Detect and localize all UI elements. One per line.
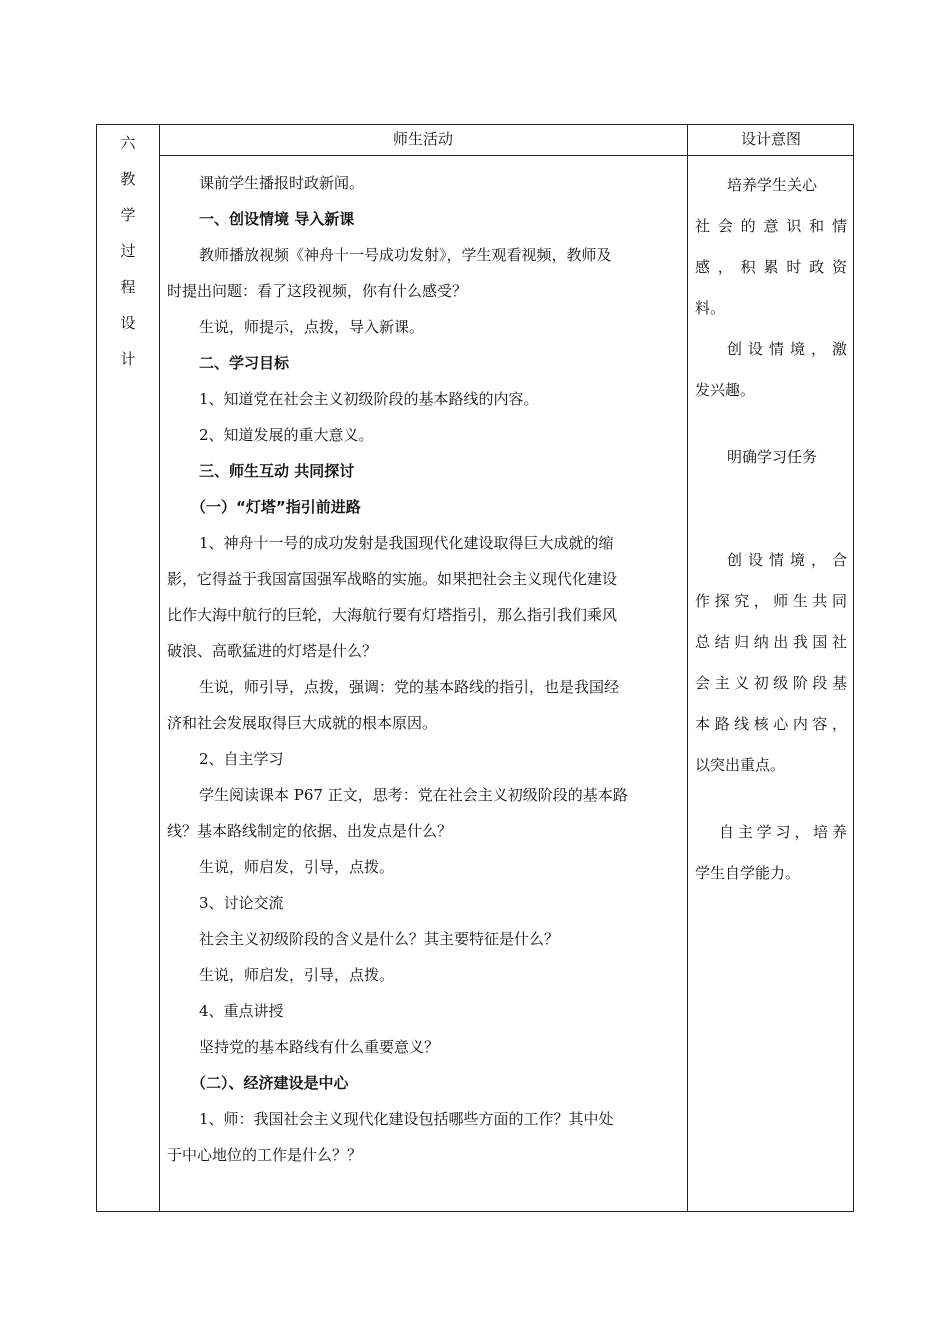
intent-text: 自主学习，培养 — [719, 823, 847, 841]
question-4-text: 坚持党的基本路线有什么重要意义？ — [199, 1038, 440, 1056]
section-3-title: 三、师生互动 共同探讨 — [199, 462, 355, 480]
intent-text: 学生自学能力。 — [695, 864, 801, 882]
question-4-title: 4、重点讲授 — [199, 1002, 284, 1020]
section-label-char: 程 — [120, 278, 136, 296]
question-1-text: 比作大海中航行的巨轮，大海航行要有灯塔指引，那么指引我们乘风 — [167, 606, 618, 624]
section-label-column — [97, 125, 159, 377]
section-label-char: 过 — [120, 242, 136, 260]
section-label-char: 教 — [120, 170, 136, 188]
intent-text: 发兴趣。 — [695, 381, 756, 399]
intent-text: 以突出重点。 — [695, 756, 786, 774]
objective-item: 1、知道党在社会主义初级阶段的基本路线的内容。 — [199, 390, 539, 408]
section-label-char: 六 — [120, 134, 136, 152]
section-1-para: 教师播放视频《神舟十一号成功发射》，学生观看视频，教师及 — [199, 246, 612, 264]
header-divider — [159, 155, 853, 156]
question-5-text: 1、师：我国社会主义现代化建设包括哪些方面的工作？其中处 — [199, 1110, 614, 1128]
intent-text: 料。 — [695, 299, 726, 317]
question-1-text: 破浪、高歌猛进的灯塔是什么？ — [167, 642, 378, 660]
question-2-text: 线？基本路线制定的依据、出发点是什么？ — [167, 822, 453, 840]
question-2-answer: 生说，师启发，引导，点拨。 — [199, 858, 395, 876]
section-label-char: 计 — [120, 350, 136, 368]
intent-text: 会主义初级阶段基 — [695, 674, 847, 692]
question-1-text: 1、神舟十一号的成功发射是我国现代化建设取得巨大成就的缩 — [199, 534, 614, 552]
subsection-1-title: （一）“灯塔”指引前进路 — [191, 498, 361, 516]
question-5-text: 于中心地位的工作是什么？？ — [167, 1146, 363, 1164]
intent-content — [687, 165, 855, 894]
question-1-answer: 生说，师引导，点拨，强调：党的基本路线的指引，也是我国经 — [199, 678, 620, 696]
intent-text: 明确学习任务 — [727, 448, 818, 466]
intro-text: 课前学生播报时政新闻。 — [199, 174, 365, 192]
intent-text: 社会的意识和情 — [695, 217, 847, 235]
intent-text: 总结归纳出我国社 — [695, 633, 847, 651]
intent-text: 培养学生关心 — [727, 176, 818, 194]
section-label-char: 学 — [120, 206, 136, 224]
section-1-para: 生说，师提示，点拨，导入新课。 — [199, 318, 425, 336]
intent-header: 设计意图 — [740, 130, 801, 148]
question-1-answer: 济和社会发展取得巨大成就的根本原因。 — [167, 714, 438, 732]
question-3-title: 3、讨论交流 — [199, 894, 284, 912]
subsection-2-title: （二）、经济建设是中心 — [191, 1074, 349, 1092]
intent-text: 作探究，师生共同 — [695, 592, 847, 610]
section-2-title: 二、学习目标 — [199, 354, 290, 372]
intent-text: 创设情境，合 — [727, 551, 847, 569]
activities-header: 师生活动 — [392, 130, 453, 148]
intent-text: 感，积累时政资 — [695, 258, 847, 276]
section-label-char: 设 — [120, 314, 136, 332]
question-2-title: 2、自主学习 — [199, 750, 284, 768]
question-2-text: 学生阅读课本 P67 正文，思考：党在社会主义初级阶段的基本路 — [199, 786, 628, 804]
question-3-answer: 生说，师启发，引导，点拨。 — [199, 966, 395, 984]
activities-content — [159, 165, 687, 1173]
section-1-para: 时提出问题：看了这段视频，你有什么感受？ — [167, 282, 468, 300]
intent-text: 本路线核心内容， — [695, 715, 847, 733]
section-1-title: 一、创设情境 导入新课 — [199, 210, 355, 228]
intent-text: 创设情境，激 — [727, 340, 847, 358]
lesson-plan-table — [96, 124, 854, 1212]
question-1-text: 影，它得益于我国富国强军战略的实施。如果把社会主义现代化建设 — [167, 570, 618, 588]
objective-item: 2、知道发展的重大意义。 — [199, 426, 374, 444]
question-3-text: 社会主义初级阶段的含义是什么？其主要特征是什么？ — [199, 930, 560, 948]
